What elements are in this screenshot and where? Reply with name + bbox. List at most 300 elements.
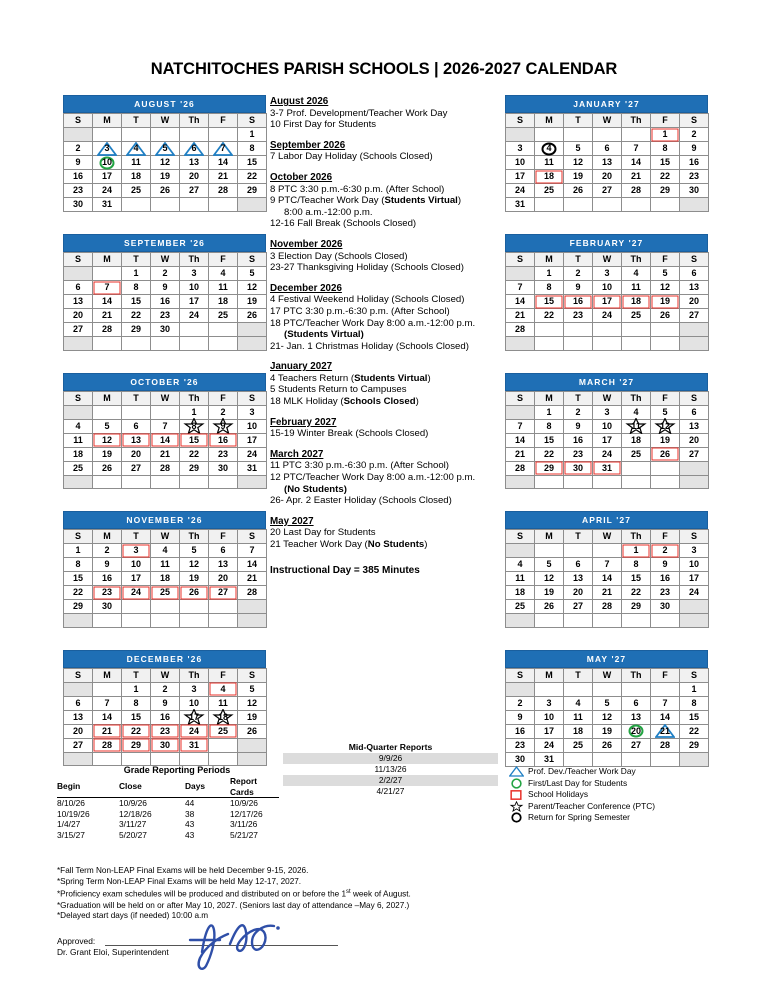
calendar-day-cell[interactable] <box>680 433 709 447</box>
calendar-day-cell[interactable] <box>622 281 651 295</box>
calendar-day-cell[interactable] <box>122 572 151 586</box>
calendar-day-cell[interactable] <box>651 128 680 142</box>
calendar-day-cell[interactable] <box>535 710 564 724</box>
calendar-day-cell[interactable] <box>93 419 122 433</box>
calendar-day-cell[interactable] <box>593 405 622 419</box>
calendar-day-cell[interactable] <box>564 710 593 724</box>
calendar-day-cell[interactable] <box>593 586 622 600</box>
calendar-day-cell[interactable] <box>209 433 238 447</box>
calendar-day-cell[interactable] <box>64 738 93 752</box>
calendar-day-cell[interactable] <box>122 682 151 696</box>
calendar-day-cell[interactable] <box>238 184 267 198</box>
calendar-day-cell[interactable] <box>622 405 651 419</box>
calendar-day-cell[interactable] <box>622 309 651 323</box>
calendar-day-cell[interactable] <box>238 710 267 724</box>
calendar-day-cell[interactable] <box>622 696 651 710</box>
calendar-day-cell[interactable] <box>593 267 622 281</box>
calendar-day-cell[interactable] <box>680 572 709 586</box>
calendar-day-cell[interactable] <box>506 156 535 170</box>
calendar-day-cell[interactable] <box>209 184 238 198</box>
calendar-day-cell[interactable] <box>535 558 564 572</box>
calendar-day-cell[interactable] <box>506 724 535 738</box>
calendar-day-cell[interactable] <box>535 419 564 433</box>
calendar-day-cell[interactable] <box>680 170 709 184</box>
calendar-day-cell[interactable] <box>680 309 709 323</box>
calendar-day-cell[interactable] <box>680 558 709 572</box>
calendar-day-cell[interactable] <box>151 724 180 738</box>
calendar-day-cell[interactable] <box>180 184 209 198</box>
calendar-day-cell[interactable] <box>64 170 93 184</box>
calendar-day-cell[interactable] <box>564 184 593 198</box>
calendar-day-cell[interactable] <box>180 558 209 572</box>
calendar-day-cell[interactable] <box>680 267 709 281</box>
calendar-day-cell[interactable] <box>622 142 651 156</box>
calendar-day-cell[interactable] <box>506 142 535 156</box>
calendar-day-cell[interactable] <box>93 586 122 600</box>
calendar-day-cell[interactable] <box>564 447 593 461</box>
calendar-day-cell[interactable] <box>680 128 709 142</box>
calendar-day-cell[interactable] <box>680 586 709 600</box>
calendar-day-cell[interactable] <box>506 323 535 337</box>
calendar-day-cell[interactable] <box>151 447 180 461</box>
calendar-day-cell[interactable] <box>506 170 535 184</box>
calendar-day-cell[interactable] <box>651 267 680 281</box>
calendar-day-cell[interactable] <box>209 544 238 558</box>
calendar-day-cell[interactable] <box>93 170 122 184</box>
calendar-day-cell[interactable] <box>209 281 238 295</box>
calendar-day-cell[interactable] <box>593 447 622 461</box>
calendar-day-cell[interactable] <box>122 281 151 295</box>
calendar-day-cell[interactable] <box>651 738 680 752</box>
calendar-day-cell[interactable] <box>535 281 564 295</box>
calendar-day-cell[interactable] <box>209 558 238 572</box>
calendar-day-cell[interactable] <box>122 586 151 600</box>
calendar-day-cell[interactable] <box>506 447 535 461</box>
calendar-day-cell[interactable] <box>151 572 180 586</box>
calendar-day-cell[interactable] <box>238 724 267 738</box>
calendar-day-cell[interactable] <box>122 295 151 309</box>
calendar-day-cell[interactable] <box>93 724 122 738</box>
calendar-day-cell[interactable] <box>535 142 564 156</box>
calendar-day-cell[interactable] <box>651 295 680 309</box>
calendar-day-cell[interactable] <box>180 170 209 184</box>
calendar-day-cell[interactable] <box>238 433 267 447</box>
calendar-day-cell[interactable] <box>93 184 122 198</box>
calendar-day-cell[interactable] <box>180 267 209 281</box>
calendar-day-cell[interactable] <box>622 600 651 614</box>
calendar-day-cell[interactable] <box>151 142 180 156</box>
calendar-day-cell[interactable] <box>593 295 622 309</box>
calendar-day-cell[interactable] <box>151 544 180 558</box>
calendar-day-cell[interactable] <box>506 752 535 766</box>
calendar-day-cell[interactable] <box>622 419 651 433</box>
calendar-day-cell[interactable] <box>151 558 180 572</box>
calendar-day-cell[interactable] <box>122 544 151 558</box>
calendar-day-cell[interactable] <box>151 710 180 724</box>
calendar-day-cell[interactable] <box>238 170 267 184</box>
calendar-day-cell[interactable] <box>535 170 564 184</box>
calendar-day-cell[interactable] <box>651 544 680 558</box>
calendar-day-cell[interactable] <box>622 170 651 184</box>
calendar-day-cell[interactable] <box>93 198 122 212</box>
calendar-day-cell[interactable] <box>122 184 151 198</box>
calendar-day-cell[interactable] <box>180 419 209 433</box>
calendar-day-cell[interactable] <box>680 184 709 198</box>
calendar-day-cell[interactable] <box>209 405 238 419</box>
calendar-day-cell[interactable] <box>535 572 564 586</box>
calendar-day-cell[interactable] <box>238 572 267 586</box>
calendar-day-cell[interactable] <box>535 586 564 600</box>
calendar-day-cell[interactable] <box>238 696 267 710</box>
calendar-day-cell[interactable] <box>180 572 209 586</box>
calendar-day-cell[interactable] <box>238 309 267 323</box>
calendar-day-cell[interactable] <box>180 544 209 558</box>
calendar-day-cell[interactable] <box>151 738 180 752</box>
calendar-day-cell[interactable] <box>535 184 564 198</box>
calendar-day-cell[interactable] <box>506 184 535 198</box>
calendar-day-cell[interactable] <box>93 572 122 586</box>
calendar-day-cell[interactable] <box>122 710 151 724</box>
calendar-day-cell[interactable] <box>209 710 238 724</box>
calendar-day-cell[interactable] <box>651 710 680 724</box>
calendar-day-cell[interactable] <box>506 461 535 475</box>
calendar-day-cell[interactable] <box>64 461 93 475</box>
calendar-day-cell[interactable] <box>506 572 535 586</box>
calendar-day-cell[interactable] <box>506 309 535 323</box>
calendar-day-cell[interactable] <box>622 558 651 572</box>
calendar-day-cell[interactable] <box>622 267 651 281</box>
calendar-day-cell[interactable] <box>622 710 651 724</box>
calendar-day-cell[interactable] <box>209 170 238 184</box>
calendar-day-cell[interactable] <box>209 572 238 586</box>
calendar-day-cell[interactable] <box>506 558 535 572</box>
calendar-day-cell[interactable] <box>64 142 93 156</box>
calendar-day-cell[interactable] <box>180 295 209 309</box>
calendar-day-cell[interactable] <box>93 295 122 309</box>
calendar-day-cell[interactable] <box>564 267 593 281</box>
calendar-day-cell[interactable] <box>93 558 122 572</box>
calendar-day-cell[interactable] <box>593 738 622 752</box>
calendar-day-cell[interactable] <box>651 696 680 710</box>
calendar-day-cell[interactable] <box>506 433 535 447</box>
calendar-day-cell[interactable] <box>593 281 622 295</box>
calendar-day-cell[interactable] <box>93 447 122 461</box>
calendar-day-cell[interactable] <box>209 696 238 710</box>
calendar-day-cell[interactable] <box>64 710 93 724</box>
calendar-day-cell[interactable] <box>64 558 93 572</box>
calendar-day-cell[interactable] <box>535 433 564 447</box>
calendar-day-cell[interactable] <box>64 724 93 738</box>
calendar-day-cell[interactable] <box>622 433 651 447</box>
calendar-day-cell[interactable] <box>64 433 93 447</box>
calendar-day-cell[interactable] <box>506 419 535 433</box>
calendar-day-cell[interactable] <box>622 447 651 461</box>
calendar-day-cell[interactable] <box>593 184 622 198</box>
calendar-day-cell[interactable] <box>64 156 93 170</box>
calendar-day-cell[interactable] <box>180 156 209 170</box>
calendar-day-cell[interactable] <box>506 696 535 710</box>
calendar-day-cell[interactable] <box>151 696 180 710</box>
calendar-day-cell[interactable] <box>535 738 564 752</box>
calendar-day-cell[interactable] <box>535 461 564 475</box>
calendar-day-cell[interactable] <box>238 405 267 419</box>
calendar-day-cell[interactable] <box>564 170 593 184</box>
calendar-day-cell[interactable] <box>93 696 122 710</box>
calendar-day-cell[interactable] <box>593 461 622 475</box>
calendar-day-cell[interactable] <box>180 696 209 710</box>
calendar-day-cell[interactable] <box>680 405 709 419</box>
calendar-day-cell[interactable] <box>64 447 93 461</box>
calendar-day-cell[interactable] <box>93 433 122 447</box>
calendar-day-cell[interactable] <box>506 281 535 295</box>
calendar-day-cell[interactable] <box>680 696 709 710</box>
calendar-day-cell[interactable] <box>680 724 709 738</box>
calendar-day-cell[interactable] <box>535 752 564 766</box>
calendar-day-cell[interactable] <box>535 405 564 419</box>
calendar-day-cell[interactable] <box>651 281 680 295</box>
calendar-day-cell[interactable] <box>238 558 267 572</box>
calendar-day-cell[interactable] <box>64 572 93 586</box>
calendar-day-cell[interactable] <box>209 461 238 475</box>
calendar-day-cell[interactable] <box>180 405 209 419</box>
calendar-day-cell[interactable] <box>122 309 151 323</box>
calendar-day-cell[interactable] <box>209 447 238 461</box>
calendar-day-cell[interactable] <box>122 738 151 752</box>
calendar-day-cell[interactable] <box>593 724 622 738</box>
calendar-day-cell[interactable] <box>151 682 180 696</box>
calendar-day-cell[interactable] <box>593 309 622 323</box>
calendar-day-cell[interactable] <box>180 724 209 738</box>
calendar-day-cell[interactable] <box>93 309 122 323</box>
calendar-day-cell[interactable] <box>209 267 238 281</box>
calendar-day-cell[interactable] <box>651 433 680 447</box>
calendar-day-cell[interactable] <box>535 267 564 281</box>
calendar-day-cell[interactable] <box>680 710 709 724</box>
calendar-day-cell[interactable] <box>93 600 122 614</box>
calendar-day-cell[interactable] <box>180 710 209 724</box>
calendar-day-cell[interactable] <box>564 433 593 447</box>
calendar-day-cell[interactable] <box>238 682 267 696</box>
calendar-day-cell[interactable] <box>535 600 564 614</box>
calendar-day-cell[interactable] <box>122 558 151 572</box>
calendar-day-cell[interactable] <box>93 323 122 337</box>
calendar-day-cell[interactable] <box>122 433 151 447</box>
calendar-day-cell[interactable] <box>535 724 564 738</box>
calendar-day-cell[interactable] <box>93 461 122 475</box>
calendar-day-cell[interactable] <box>122 461 151 475</box>
calendar-day-cell[interactable] <box>238 586 267 600</box>
calendar-day-cell[interactable] <box>151 281 180 295</box>
calendar-day-cell[interactable] <box>564 738 593 752</box>
calendar-day-cell[interactable] <box>151 156 180 170</box>
calendar-day-cell[interactable] <box>651 724 680 738</box>
calendar-day-cell[interactable] <box>151 309 180 323</box>
calendar-day-cell[interactable] <box>180 309 209 323</box>
calendar-day-cell[interactable] <box>93 710 122 724</box>
calendar-day-cell[interactable] <box>64 295 93 309</box>
calendar-day-cell[interactable] <box>93 738 122 752</box>
calendar-day-cell[interactable] <box>64 586 93 600</box>
calendar-day-cell[interactable] <box>651 447 680 461</box>
calendar-day-cell[interactable] <box>238 281 267 295</box>
calendar-day-cell[interactable] <box>180 142 209 156</box>
calendar-day-cell[interactable] <box>506 295 535 309</box>
calendar-day-cell[interactable] <box>93 142 122 156</box>
calendar-day-cell[interactable] <box>209 724 238 738</box>
calendar-day-cell[interactable] <box>680 544 709 558</box>
calendar-day-cell[interactable] <box>680 295 709 309</box>
calendar-day-cell[interactable] <box>680 281 709 295</box>
calendar-day-cell[interactable] <box>238 142 267 156</box>
calendar-day-cell[interactable] <box>564 600 593 614</box>
calendar-day-cell[interactable] <box>180 281 209 295</box>
calendar-day-cell[interactable] <box>64 198 93 212</box>
calendar-day-cell[interactable] <box>209 295 238 309</box>
calendar-day-cell[interactable] <box>651 184 680 198</box>
calendar-day-cell[interactable] <box>122 447 151 461</box>
calendar-day-cell[interactable] <box>593 419 622 433</box>
calendar-day-cell[interactable] <box>506 738 535 752</box>
calendar-day-cell[interactable] <box>64 323 93 337</box>
calendar-day-cell[interactable] <box>680 447 709 461</box>
calendar-day-cell[interactable] <box>122 724 151 738</box>
calendar-day-cell[interactable] <box>622 544 651 558</box>
calendar-day-cell[interactable] <box>680 682 709 696</box>
calendar-day-cell[interactable] <box>151 267 180 281</box>
calendar-day-cell[interactable] <box>593 710 622 724</box>
calendar-day-cell[interactable] <box>651 309 680 323</box>
calendar-day-cell[interactable] <box>122 267 151 281</box>
calendar-day-cell[interactable] <box>564 405 593 419</box>
calendar-day-cell[interactable] <box>238 419 267 433</box>
calendar-day-cell[interactable] <box>506 586 535 600</box>
calendar-day-cell[interactable] <box>180 682 209 696</box>
calendar-day-cell[interactable] <box>64 281 93 295</box>
calendar-day-cell[interactable] <box>651 558 680 572</box>
calendar-day-cell[interactable] <box>180 586 209 600</box>
calendar-day-cell[interactable] <box>180 461 209 475</box>
calendar-day-cell[interactable] <box>64 419 93 433</box>
calendar-day-cell[interactable] <box>593 142 622 156</box>
calendar-day-cell[interactable] <box>180 738 209 752</box>
calendar-day-cell[interactable] <box>151 586 180 600</box>
calendar-day-cell[interactable] <box>651 405 680 419</box>
calendar-day-cell[interactable] <box>680 419 709 433</box>
calendar-day-cell[interactable] <box>564 281 593 295</box>
calendar-day-cell[interactable] <box>151 323 180 337</box>
calendar-day-cell[interactable] <box>238 156 267 170</box>
calendar-day-cell[interactable] <box>651 156 680 170</box>
calendar-day-cell[interactable] <box>593 156 622 170</box>
calendar-day-cell[interactable] <box>564 558 593 572</box>
calendar-day-cell[interactable] <box>535 696 564 710</box>
calendar-day-cell[interactable] <box>593 170 622 184</box>
calendar-day-cell[interactable] <box>535 309 564 323</box>
calendar-day-cell[interactable] <box>651 142 680 156</box>
calendar-day-cell[interactable] <box>238 295 267 309</box>
calendar-day-cell[interactable] <box>180 447 209 461</box>
calendar-day-cell[interactable] <box>122 156 151 170</box>
calendar-day-cell[interactable] <box>151 170 180 184</box>
calendar-day-cell[interactable] <box>238 461 267 475</box>
calendar-day-cell[interactable] <box>64 544 93 558</box>
calendar-day-cell[interactable] <box>64 696 93 710</box>
calendar-day-cell[interactable] <box>122 696 151 710</box>
calendar-day-cell[interactable] <box>64 309 93 323</box>
calendar-day-cell[interactable] <box>593 600 622 614</box>
calendar-day-cell[interactable] <box>651 419 680 433</box>
calendar-day-cell[interactable] <box>593 558 622 572</box>
calendar-day-cell[interactable] <box>564 419 593 433</box>
calendar-day-cell[interactable] <box>622 586 651 600</box>
calendar-day-cell[interactable] <box>506 600 535 614</box>
calendar-day-cell[interactable] <box>593 572 622 586</box>
calendar-day-cell[interactable] <box>238 544 267 558</box>
calendar-day-cell[interactable] <box>93 281 122 295</box>
calendar-day-cell[interactable] <box>238 447 267 461</box>
calendar-day-cell[interactable] <box>209 156 238 170</box>
calendar-day-cell[interactable] <box>122 419 151 433</box>
calendar-day-cell[interactable] <box>622 724 651 738</box>
calendar-day-cell[interactable] <box>64 600 93 614</box>
calendar-day-cell[interactable] <box>680 156 709 170</box>
calendar-day-cell[interactable] <box>151 184 180 198</box>
calendar-day-cell[interactable] <box>209 419 238 433</box>
calendar-day-cell[interactable] <box>64 184 93 198</box>
calendar-day-cell[interactable] <box>122 142 151 156</box>
calendar-day-cell[interactable] <box>180 433 209 447</box>
calendar-day-cell[interactable] <box>93 156 122 170</box>
calendar-day-cell[interactable] <box>535 156 564 170</box>
calendar-day-cell[interactable] <box>209 309 238 323</box>
calendar-day-cell[interactable] <box>564 572 593 586</box>
calendar-day-cell[interactable] <box>564 309 593 323</box>
calendar-day-cell[interactable] <box>564 461 593 475</box>
calendar-day-cell[interactable] <box>622 738 651 752</box>
calendar-day-cell[interactable] <box>93 544 122 558</box>
calendar-day-cell[interactable] <box>209 682 238 696</box>
calendar-day-cell[interactable] <box>593 433 622 447</box>
calendar-day-cell[interactable] <box>151 461 180 475</box>
calendar-day-cell[interactable] <box>506 198 535 212</box>
calendar-day-cell[interactable] <box>122 170 151 184</box>
calendar-day-cell[interactable] <box>651 572 680 586</box>
calendar-day-cell[interactable] <box>238 128 267 142</box>
calendar-day-cell[interactable] <box>680 738 709 752</box>
calendar-day-cell[interactable] <box>622 572 651 586</box>
calendar-day-cell[interactable] <box>564 696 593 710</box>
calendar-day-cell[interactable] <box>651 586 680 600</box>
calendar-day-cell[interactable] <box>564 156 593 170</box>
calendar-day-cell[interactable] <box>564 586 593 600</box>
calendar-day-cell[interactable] <box>564 724 593 738</box>
calendar-day-cell[interactable] <box>506 710 535 724</box>
calendar-day-cell[interactable] <box>622 184 651 198</box>
calendar-day-cell[interactable] <box>564 295 593 309</box>
calendar-day-cell[interactable] <box>151 295 180 309</box>
calendar-day-cell[interactable] <box>651 170 680 184</box>
calendar-day-cell[interactable] <box>238 267 267 281</box>
calendar-day-cell[interactable] <box>151 433 180 447</box>
calendar-day-cell[interactable] <box>122 323 151 337</box>
calendar-day-cell[interactable] <box>209 586 238 600</box>
calendar-day-cell[interactable] <box>651 600 680 614</box>
calendar-day-cell[interactable] <box>622 156 651 170</box>
calendar-day-cell[interactable] <box>535 295 564 309</box>
calendar-day-cell[interactable] <box>535 447 564 461</box>
calendar-day-cell[interactable] <box>151 419 180 433</box>
calendar-day-cell[interactable] <box>209 142 238 156</box>
